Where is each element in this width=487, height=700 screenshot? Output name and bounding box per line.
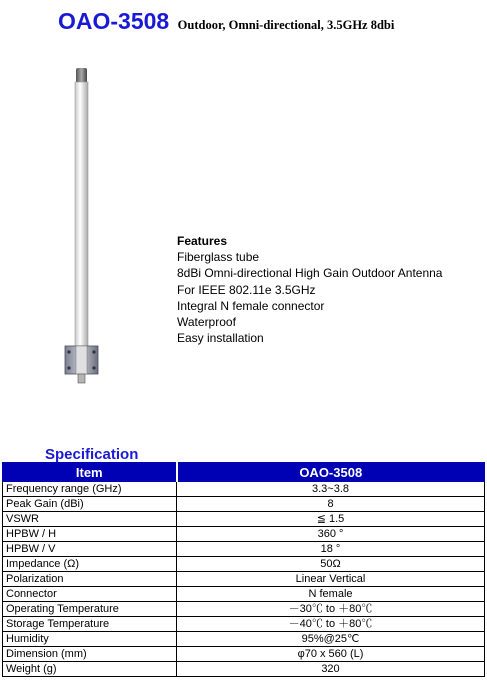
- spec-item: Humidity: [3, 632, 177, 647]
- spec-value: 320: [177, 662, 485, 677]
- column-header-model: OAO-3508: [177, 463, 485, 482]
- title-row: [58, 8, 394, 35]
- spec-value: 95%@25℃: [177, 632, 485, 647]
- table-row: [3, 662, 485, 677]
- spec-value: 50Ω: [177, 557, 485, 572]
- table-row: [3, 587, 485, 602]
- feature-item: Fiberglass tube: [177, 250, 260, 265]
- product-subtitle: Outdoor, Omni-directional, 3.5GHz 8dbi: [177, 18, 395, 32]
- antenna-image: [60, 66, 110, 386]
- spec-item: Frequency range (GHz): [3, 482, 177, 497]
- spec-item: HPBW / V: [3, 542, 177, 557]
- spec-value: 8: [177, 497, 485, 512]
- spec-item: Polarization: [3, 572, 177, 587]
- feature-item: For IEEE 802.11e 3.5GHz: [177, 282, 316, 297]
- spec-value: 360 °: [177, 527, 485, 542]
- column-header-item: Item: [3, 463, 177, 482]
- table-row: [3, 602, 485, 617]
- table-row: [3, 572, 485, 587]
- table-row: [3, 647, 485, 662]
- feature-item: 8dBi Omni-directional High Gain Outdoor Antenna: [177, 266, 443, 281]
- spec-item: Weight (g): [3, 662, 177, 677]
- spec-item: HPBW / H: [3, 527, 177, 542]
- specification-title: Specification: [45, 446, 139, 463]
- table-row: [3, 542, 485, 557]
- spec-item: Operating Temperature: [3, 602, 177, 617]
- spec-value: φ70 x 560 (L): [177, 647, 485, 662]
- table-row: [3, 557, 485, 572]
- spec-value: －30℃ to ＋80℃: [177, 602, 485, 617]
- spec-item: Connector: [3, 587, 177, 602]
- spec-value: 18 °: [177, 542, 485, 557]
- table-header-row: [3, 463, 485, 482]
- spec-value: ≦ 1.5: [177, 512, 485, 527]
- table-row: [3, 527, 485, 542]
- features-heading: Features: [177, 234, 228, 248]
- features-block: [177, 233, 442, 346]
- feature-item: Waterproof: [177, 315, 236, 330]
- spec-item: Peak Gain (dBi): [3, 497, 177, 512]
- spec-item: Dimension (mm): [3, 647, 177, 662]
- table-row: [3, 482, 485, 497]
- table-row: [3, 512, 485, 527]
- feature-item: Integral N female connector: [177, 298, 325, 313]
- product-model: OAO-3508: [58, 8, 170, 34]
- spec-value: －40℃ to ＋80℃: [177, 617, 485, 632]
- table-row: [3, 617, 485, 632]
- table-row: [3, 632, 485, 647]
- specification-table: [2, 462, 485, 677]
- table-row: [3, 497, 485, 512]
- spec-value: N female: [177, 587, 485, 602]
- spec-item: VSWR: [3, 512, 177, 527]
- feature-item: Easy installation: [177, 331, 264, 346]
- spec-value: Linear Vertical: [177, 572, 485, 587]
- spec-item: Impedance (Ω): [3, 557, 177, 572]
- spec-item: Storage Temperature: [3, 617, 177, 632]
- spec-value: 3.3~3.8: [177, 482, 485, 497]
